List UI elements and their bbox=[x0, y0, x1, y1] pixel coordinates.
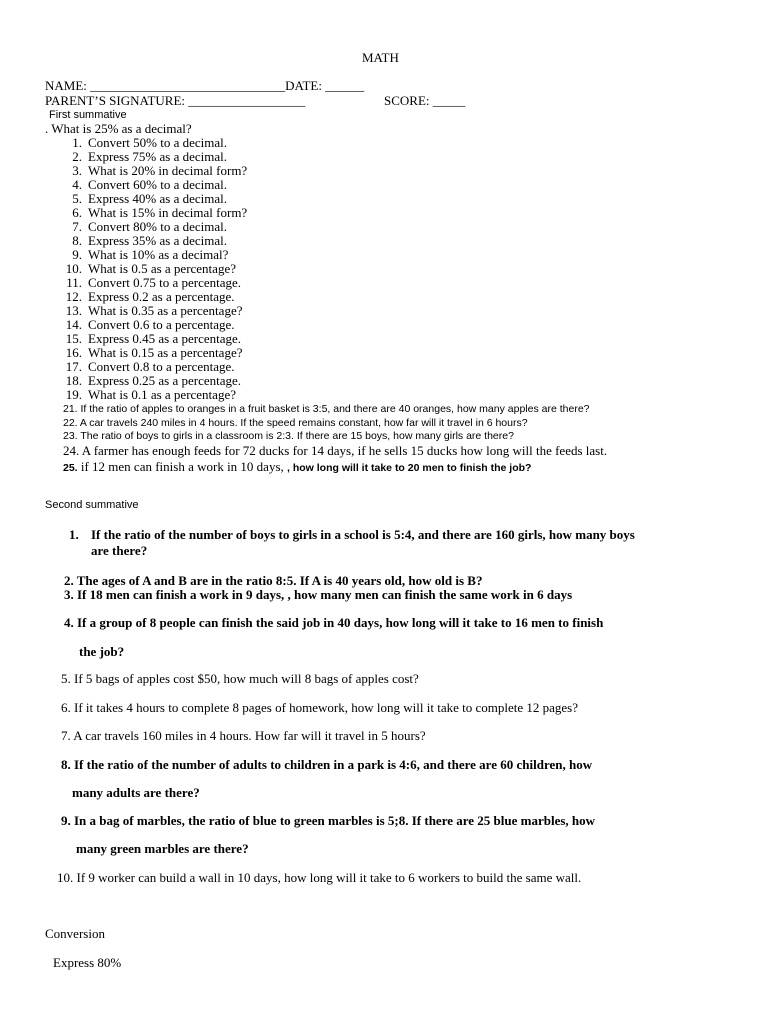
first-summative-heading: First summative bbox=[49, 109, 127, 121]
question-25-part-b: , how long will it take to 20 men to finish the job? bbox=[287, 462, 532, 474]
list-item-number: 11. bbox=[66, 275, 82, 290]
ss-question-2: 2. The ages of A and B are in the ratio 8:5. If A is 40 years old, how old is B? bbox=[64, 573, 483, 588]
list-item bbox=[60, 290, 235, 304]
list-item-text: What is 0.1 as a percentage? bbox=[88, 387, 236, 402]
ss-question-1-line1: If the ratio of the number of boys to girls in a school is 5:4, and there are 160 girls, how many boys bbox=[91, 527, 635, 542]
name-date-line: NAME: ______________________________DATE: ______ bbox=[45, 78, 365, 93]
ss-question-1-line2: are there? bbox=[91, 543, 148, 558]
ss-question-4-line1: 4. If a group of 8 people can finish the said job in 40 days, how long will it take to 16 men to finish bbox=[64, 615, 604, 630]
list-item bbox=[60, 388, 236, 402]
list-item bbox=[60, 220, 227, 234]
first-summative-intro: . What is 25% as a decimal? bbox=[45, 121, 192, 136]
list-item bbox=[60, 276, 241, 290]
list-item-number: 3. bbox=[72, 163, 82, 178]
list-item bbox=[60, 150, 227, 164]
list-item-text: What is 15% in decimal form? bbox=[88, 205, 248, 220]
list-item-number: 15. bbox=[65, 331, 82, 346]
list-item bbox=[60, 346, 242, 360]
ss-question-8-line2: many adults are there? bbox=[72, 785, 200, 800]
list-item bbox=[60, 262, 236, 276]
list-item-text: What is 20% in decimal form? bbox=[88, 163, 248, 178]
question-22: 22. A car travels 240 miles in 4 hours. If the speed remains constant, how far will it travel in 6 hours? bbox=[63, 417, 528, 429]
list-item bbox=[60, 318, 235, 332]
list-item-text: Convert 60% to a decimal. bbox=[88, 177, 227, 192]
page-title: MATH bbox=[362, 50, 399, 65]
list-item bbox=[60, 136, 227, 150]
ss-question-6: 6. If it takes 4 hours to complete 8 pages of homework, how long will it take to complete 12 pages? bbox=[61, 700, 578, 715]
list-item-text: Express 0.45 as a percentage. bbox=[88, 331, 242, 346]
list-item-number: 16. bbox=[65, 345, 82, 360]
ss-question-4-line2: the job? bbox=[79, 644, 125, 659]
question-21: 21. If the ratio of apples to oranges in a fruit basket is 3:5, and there are 40 oranges, how many apples are there? bbox=[63, 403, 590, 415]
second-summative-heading: Second summative bbox=[45, 499, 139, 511]
question-23: 23. The ratio of boys to girls in a classroom is 2:3. If there are 15 boys, how many girls are there? bbox=[63, 430, 514, 442]
list-item-text: Express 35% as a decimal. bbox=[88, 233, 227, 248]
list-item-text: Express 0.2 as a percentage. bbox=[88, 289, 235, 304]
list-item-number: 10. bbox=[65, 261, 82, 276]
list-item-text: Convert 0.8 to a percentage. bbox=[88, 359, 235, 374]
list-item-text: What is 0.35 as a percentage? bbox=[88, 303, 243, 318]
list-item-number: 8. bbox=[72, 233, 82, 248]
list-item-number: 5. bbox=[72, 191, 82, 206]
list-item bbox=[60, 332, 241, 346]
list-item-number: 9. bbox=[72, 247, 82, 262]
list-item-text: Convert 0.6 to a percentage. bbox=[88, 317, 235, 332]
list-item bbox=[60, 304, 242, 318]
list-item-number: 12. bbox=[65, 289, 82, 304]
list-item-text: Express 0.25 as a percentage. bbox=[88, 373, 242, 388]
ss-question-1-number: 1. bbox=[69, 527, 79, 542]
list-item-number: 18. bbox=[65, 373, 82, 388]
list-item bbox=[60, 192, 227, 206]
list-item-number: 17. bbox=[65, 359, 82, 374]
ss-question-9-line1: 9. In a bag of marbles, the ratio of blue to green marbles is 5;8. If there are 25 blue marbles, how bbox=[61, 813, 596, 828]
list-item-text: What is 0.5 as a percentage? bbox=[88, 261, 236, 276]
list-item bbox=[60, 234, 227, 248]
parent-signature-line: PARENT’S SIGNATURE: __________________ bbox=[45, 93, 306, 108]
ss-question-7: 7. A car travels 160 miles in 4 hours. How far will it travel in 5 hours? bbox=[61, 728, 426, 743]
list-item-text: Convert 0.75 to a percentage. bbox=[88, 275, 242, 290]
conversion-item: Express 80% bbox=[53, 955, 122, 970]
list-item-text: Express 40% as a decimal. bbox=[88, 191, 227, 206]
ss-question-8-line1: 8. If the ratio of the number of adults to children in a park is 4:6, and there are 60 children, how bbox=[61, 757, 593, 772]
list-item bbox=[60, 206, 247, 220]
list-item bbox=[60, 248, 228, 262]
list-item-number: 1. bbox=[72, 135, 82, 150]
question-24: 24. A farmer has enough feeds for 72 ducks for 14 days, if he sells 15 ducks how long will the feeds last. bbox=[63, 443, 608, 458]
list-item-text: What is 0.15 as a percentage? bbox=[88, 345, 243, 360]
list-item-number: 7. bbox=[72, 219, 82, 234]
list-item bbox=[60, 178, 227, 192]
list-item-number: 4. bbox=[72, 177, 82, 192]
ss-question-3: 3. If 18 men can finish a work in 9 days, , how many men can finish the same work in 6 days bbox=[64, 587, 573, 602]
list-item-number: 2. bbox=[72, 149, 82, 164]
list-item-text: Convert 50% to a decimal. bbox=[88, 135, 227, 150]
list-item-number: 14. bbox=[65, 317, 82, 332]
question-25-number: 25. bbox=[63, 462, 78, 474]
list-item-number: 19. bbox=[65, 387, 82, 402]
question-25 bbox=[63, 458, 531, 476]
list-item bbox=[60, 360, 235, 374]
question-25-part-a: if 12 men can finish a work in 10 days, bbox=[77, 459, 288, 474]
list-item-text: What is 10% as a decimal? bbox=[88, 247, 229, 262]
ss-question-10: 10. If 9 worker can build a wall in 10 days, how long will it take to 6 workers to build the same wall. bbox=[57, 870, 582, 885]
list-item-text: Express 75% as a decimal. bbox=[88, 149, 227, 164]
conversion-heading: Conversion bbox=[45, 926, 105, 941]
list-item-text: Convert 80% to a decimal. bbox=[88, 219, 227, 234]
ss-question-5: 5. If 5 bags of apples cost $50, how much will 8 bags of apples cost? bbox=[61, 671, 419, 686]
ss-question-9-line2: many green marbles are there? bbox=[76, 841, 249, 856]
list-item bbox=[60, 374, 241, 388]
list-item-number: 13. bbox=[65, 303, 82, 318]
list-item-number: 6. bbox=[72, 205, 82, 220]
score-line: SCORE: _____ bbox=[384, 93, 466, 108]
list-item bbox=[60, 164, 247, 178]
